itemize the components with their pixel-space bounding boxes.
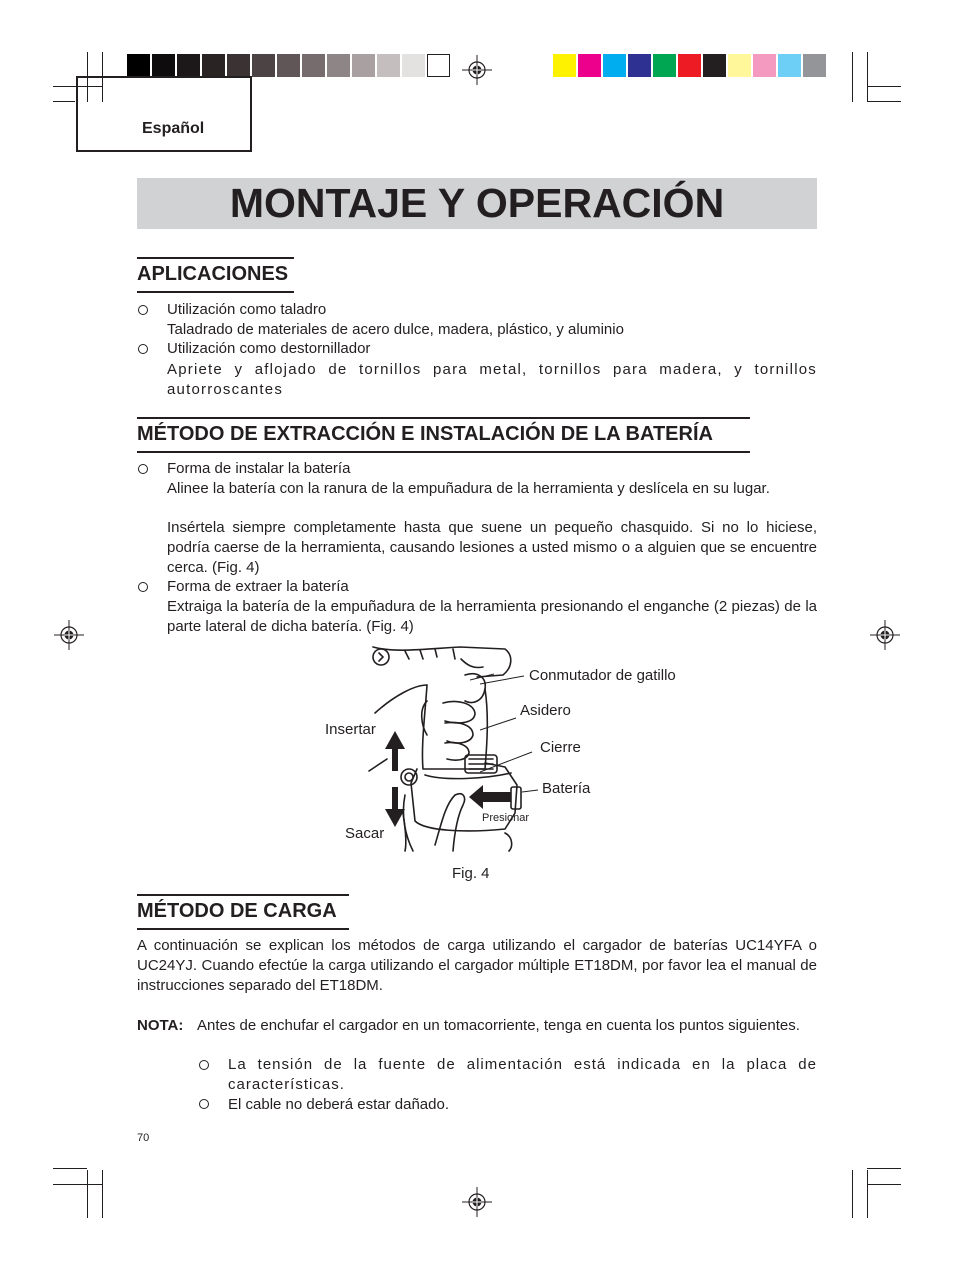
color-swatch (753, 54, 776, 77)
crop-mark (53, 101, 75, 102)
gray-swatch (377, 54, 400, 77)
color-swatch (803, 54, 826, 77)
gray-swatch (152, 54, 175, 77)
figure-label-remove: Sacar (345, 825, 385, 842)
carga-intro: A continuación se explican los métodos de carga utilizando el cargador de baterías UC14YFA o UC24YJ. Cuando efectúe la carga utilizando el cargador múltiple ET18DM, por favor lea el manual de instrucciones separado del ET18DM. (137, 937, 817, 994)
figure-label-insert: Insertar (325, 721, 376, 738)
crop-mark (852, 1170, 853, 1218)
page-number: 70 (137, 1132, 150, 1144)
crop-mark (867, 1168, 901, 1169)
list-item-label: Forma de extraer la batería (167, 578, 349, 595)
registration-mark-icon (54, 620, 84, 650)
section-rule (137, 417, 750, 419)
figure-label-trigger: Conmutador de gatillo (529, 667, 676, 684)
section-title-carga: MÉTODO DE CARGA (137, 900, 337, 922)
color-swatch (653, 54, 676, 77)
color-swatch (578, 54, 601, 77)
color-swatch (628, 54, 651, 77)
crop-mark (102, 1170, 103, 1218)
gray-swatch (402, 54, 425, 77)
gray-swatch (427, 54, 450, 77)
bullet-circle-icon (138, 464, 148, 474)
crop-mark (867, 86, 901, 87)
gray-swatch (252, 54, 275, 77)
section-rule (137, 291, 294, 293)
section-rule (137, 257, 294, 259)
list-item-label: Forma de instalar la batería (167, 460, 351, 477)
gray-swatch (352, 54, 375, 77)
crop-mark (852, 52, 853, 102)
registration-mark-icon (462, 55, 492, 85)
section-rule (137, 894, 349, 896)
bullet-circle-icon (138, 305, 148, 315)
list-item-desc: Taladrado de materiales de acero dulce, madera, plástico, y aluminio (167, 321, 624, 338)
page-title: MONTAJE Y OPERACIÓN (229, 180, 725, 226)
list-item-label: Utilización como destornillador (167, 340, 371, 357)
list-item-desc: Alinee la batería con la ranura de la empuñadura de la herramienta y deslícela en su lugar. (167, 480, 770, 497)
section-rule (137, 928, 349, 930)
registration-mark-icon (462, 1187, 492, 1217)
crop-mark (867, 52, 868, 102)
leader-line (470, 672, 494, 682)
color-swatch (728, 54, 751, 77)
crop-mark (867, 1170, 868, 1218)
gray-swatch (277, 54, 300, 77)
crop-mark (87, 1170, 88, 1218)
color-swatch (703, 54, 726, 77)
gray-swatch (302, 54, 325, 77)
crop-mark (53, 1184, 103, 1185)
crop-mark (867, 101, 901, 102)
language-tab (76, 76, 252, 152)
gray-swatch (327, 54, 350, 77)
section-title-bateria: MÉTODO DE EXTRACCIÓN E INSTALACIÓN DE LA BATERÍA (137, 423, 713, 445)
color-swatch (553, 54, 576, 77)
figure-caption: Fig. 4 (452, 865, 490, 882)
note-label: NOTA: (137, 1017, 184, 1034)
color-swatch (778, 54, 801, 77)
note-item: La tensión de la fuente de alimentación está indicada en la placa de características. (228, 1056, 817, 1093)
bullet-circle-icon (138, 344, 148, 354)
section-rule (137, 451, 750, 453)
gray-swatch (202, 54, 225, 77)
bullet-circle-icon (199, 1099, 209, 1109)
figure-label-latch: Cierre (540, 739, 581, 756)
figure-label-grip: Asidero (520, 702, 571, 719)
gray-swatch (227, 54, 250, 77)
list-item-desc: Apriete y aflojado de tornillos para metal, tornillos para madera, y tornillos autorroscantes (167, 361, 817, 398)
list-item-desc: Extraiga la batería de la empuñadura de la herramienta presionando el enganche (2 piezas) de la parte lateral de dicha batería. (Fig. 4) (167, 598, 817, 635)
section-title-aplicaciones: APLICACIONES (137, 263, 289, 285)
figure-label-press: Presionar (482, 812, 530, 824)
gray-swatch (177, 54, 200, 77)
list-item-desc: Insértela siempre completamente hasta que suene un pequeño chasquido. Si no lo hiciese, podría caerse de la herramienta, causando lesiones a usted mismo o a alguien que se encuentre cerca. (Fig. 4) (167, 519, 817, 576)
registration-mark-icon (870, 620, 900, 650)
color-swatch (603, 54, 626, 77)
bullet-circle-icon (138, 582, 148, 592)
note-text: Antes de enchufar el cargador en un tomacorriente, tenga en cuenta los puntos siguientes. (197, 1017, 800, 1034)
figure-label-battery: Batería (542, 780, 591, 797)
color-swatch (678, 54, 701, 77)
bullet-circle-icon (199, 1060, 209, 1070)
note-item: El cable no deberá estar dañado. (228, 1096, 449, 1113)
crop-mark (53, 1168, 87, 1169)
language-label: Español (142, 120, 205, 137)
gray-swatch (127, 54, 150, 77)
crop-mark (867, 1184, 901, 1185)
leader-line (480, 670, 540, 820)
list-item-label: Utilización como taladro (167, 301, 327, 318)
